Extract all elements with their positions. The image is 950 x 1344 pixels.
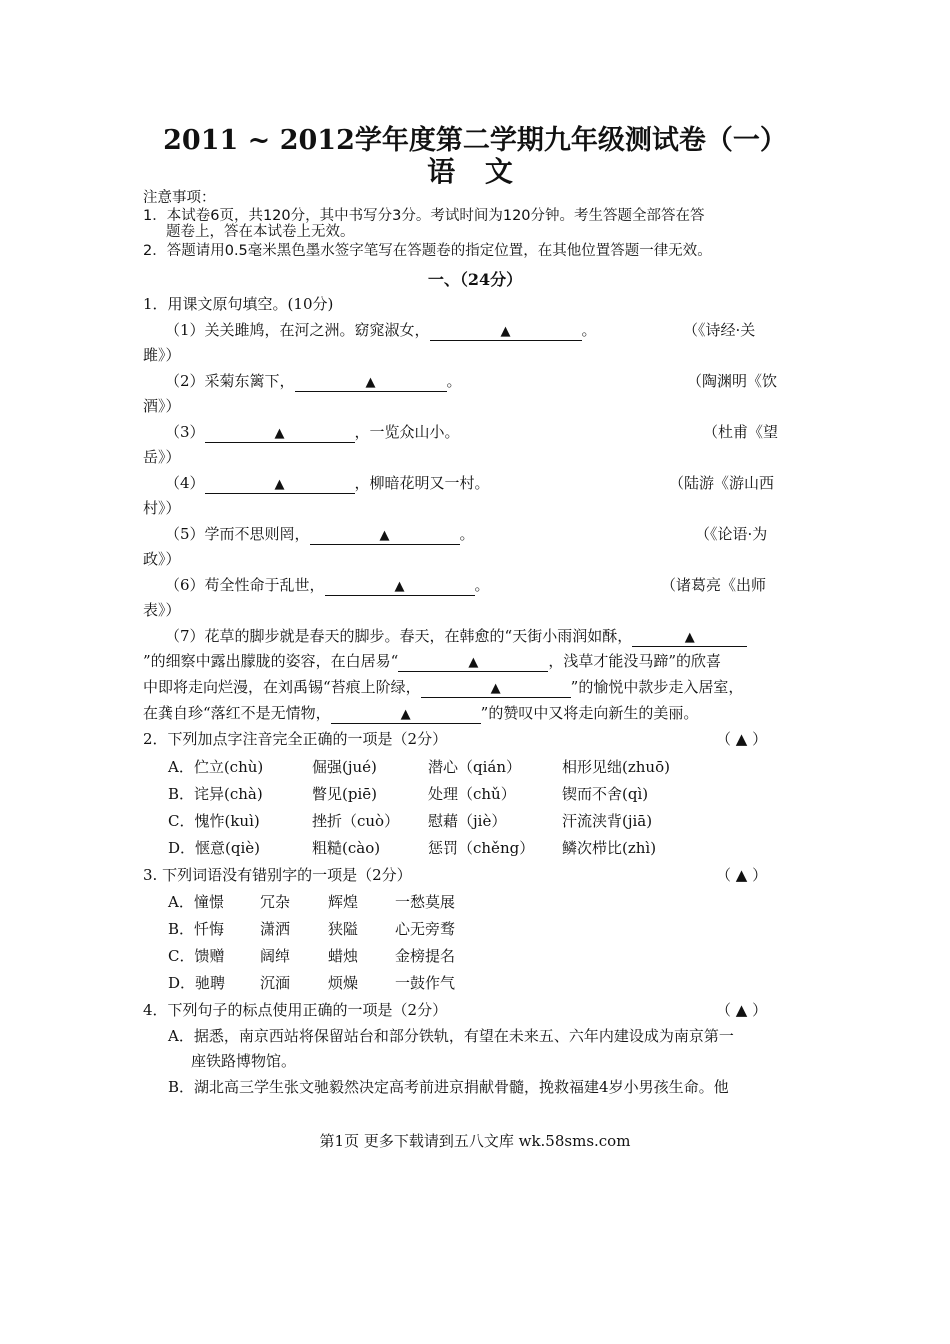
q1-item-2-source-cont: 酒》） xyxy=(143,397,181,415)
q2-option-c: C．愧怍(kuì) 挫折（cuò） 慰藉（jiè） 汗流浃背(jiā) xyxy=(168,812,653,830)
answer-blank[interactable]: ▲ xyxy=(421,680,571,698)
q1-item-1-source-cont: 雎》） xyxy=(143,346,181,364)
subject-title: 语 文 xyxy=(427,155,523,188)
answer-blank[interactable]: ▲ xyxy=(295,374,447,392)
q1-item-1: （1）关关雎鸠，在河之洲。窈窕淑女， ▲ 。 xyxy=(165,321,597,339)
answer-blank[interactable]: ▲ xyxy=(205,476,355,494)
answer-blank[interactable]: ▲ xyxy=(398,654,548,672)
notes-item-1-line-1: 1．本试卷6页，共120分，其中书写分3分。考试时间为120分钟。考生答题全部答在答 xyxy=(143,208,705,224)
q1-stem: 1．用课文原句填空。(10分) xyxy=(143,295,334,313)
q1-item-7-line-2: ”的细察中露出朦胧的姿容，在白居易“ ▲ ，浅草才能没马蹄”的欣喜 xyxy=(143,652,722,670)
answer-blank[interactable]: ▲ xyxy=(430,323,582,341)
q1-item-5-source: （《论语·为 xyxy=(695,525,768,543)
q1-item-3: （3） ▲ ，一览众山小。 xyxy=(165,423,460,441)
q2-stem: 2．下列加点字注音完全正确的一项是（2分） xyxy=(143,730,448,748)
q2-option-b: B．诧异(chà) 瞥见(piē) 处理（chǔ） 锲而不舍(qì) xyxy=(168,785,649,803)
q1-item-7-line-4: 在龚自珍“落红不是无情物， ▲ ”的赞叹中又将走向新生的美丽。 xyxy=(143,704,699,722)
q4-option-b-line-1: B．湖北高三学生张文驰毅然决定高考前进京捐献骨髓，挽救福建4岁小男孩生命。他 xyxy=(168,1078,729,1096)
notes-item-2: 2．答题请用0.5毫米黑色墨水签字笔写在答题卷的指定位置，在其他位置答题一律无效。 xyxy=(143,243,712,259)
exam-title: 2011 ~ 2012学年度第二学期九年级测试卷（一） xyxy=(163,125,787,156)
q1-item-7-line-3: 中即将走向烂漫，在刘禹锡“苔痕上阶绿， ▲ ”的愉悦中款步走入居室， xyxy=(143,678,744,696)
q2-answer-bracket[interactable]: （ ▲ ） xyxy=(716,730,768,748)
q1-item-4-source: （陆游《游山西 xyxy=(669,474,775,492)
q3-answer-bracket[interactable]: （ ▲ ） xyxy=(716,866,768,884)
answer-blank[interactable]: ▲ xyxy=(331,706,481,724)
q2-option-d: D．惬意(qiè) 粗糙(cào) 惩罚（chěng） 鳞次栉比(zhì) xyxy=(168,839,657,857)
q1-item-7-line-1: （7）花草的脚步就是春天的脚步。春天，在韩愈的“天街小雨润如酥， ▲ xyxy=(165,625,747,647)
q3-option-a: A．憧憬 冗杂 辉煌 一愁莫展 xyxy=(168,893,456,911)
q1-item-2-source: （陶渊明《饮 xyxy=(687,372,778,390)
answer-blank[interactable]: ▲ xyxy=(205,425,355,443)
q4-answer-bracket[interactable]: （ ▲ ） xyxy=(716,1001,768,1019)
q1-item-6-source: （诸葛亮《出师 xyxy=(661,576,767,594)
notes-heading: 注意事项： xyxy=(143,190,216,206)
q1-item-3-source-cont: 岳》） xyxy=(143,448,181,466)
q3-stem: 3. 下列词语没有错别字的一项是（2分） xyxy=(143,866,412,884)
notes-item-1-line-2: 题卷上，答在本试卷上无效。 xyxy=(166,224,355,240)
q1-item-1-source: （《诗经·关 xyxy=(683,321,756,339)
q1-item-4: （4） ▲ ，柳暗花明又一村。 xyxy=(165,474,490,492)
section-1-heading: 一、（24分） xyxy=(427,270,523,289)
q3-option-c: C．馈赠 阔绰 蜡烛 金榜提名 xyxy=(168,947,456,965)
q2-option-a: A．伫立(chù) 倔强(jué) 潜心（qián） 相形见绌(zhuō) xyxy=(168,758,670,776)
q1-item-6-source-cont: 表》） xyxy=(143,601,181,619)
q1-item-5: （5）学而不思则罔， ▲ 。 xyxy=(165,525,475,543)
q1-item-4-source-cont: 村》） xyxy=(143,499,181,517)
answer-blank[interactable]: ▲ xyxy=(325,578,475,596)
q4-stem: 4．下列句子的标点使用正确的一项是（2分） xyxy=(143,1001,448,1019)
q1-item-5-source-cont: 政》） xyxy=(143,550,181,568)
q3-option-b: B．忏悔 潇洒 狭隘 心无旁骛 xyxy=(168,920,456,938)
page-footer: 第1页 更多下载请到五八文库 wk.58sms.com xyxy=(319,1132,631,1150)
answer-blank[interactable]: ▲ xyxy=(632,629,747,647)
q1-item-6: （6）苟全性命于乱世， ▲ 。 xyxy=(165,576,490,594)
q1-item-3-source: （杜甫《望 xyxy=(703,423,779,441)
q1-item-2: （2）采菊东篱下， ▲ 。 xyxy=(165,372,462,390)
q4-option-a-line-2: 座铁路博物馆。 xyxy=(191,1052,297,1070)
q3-option-d: D．驰聘 沉湎 烦燥 一鼓作气 xyxy=(168,974,456,992)
q4-option-a-line-1: A．据悉，南京西站将保留站台和部分铁轨，有望在未来五、六年内建设成为南京第一 xyxy=(168,1027,734,1045)
answer-blank[interactable]: ▲ xyxy=(310,527,460,545)
